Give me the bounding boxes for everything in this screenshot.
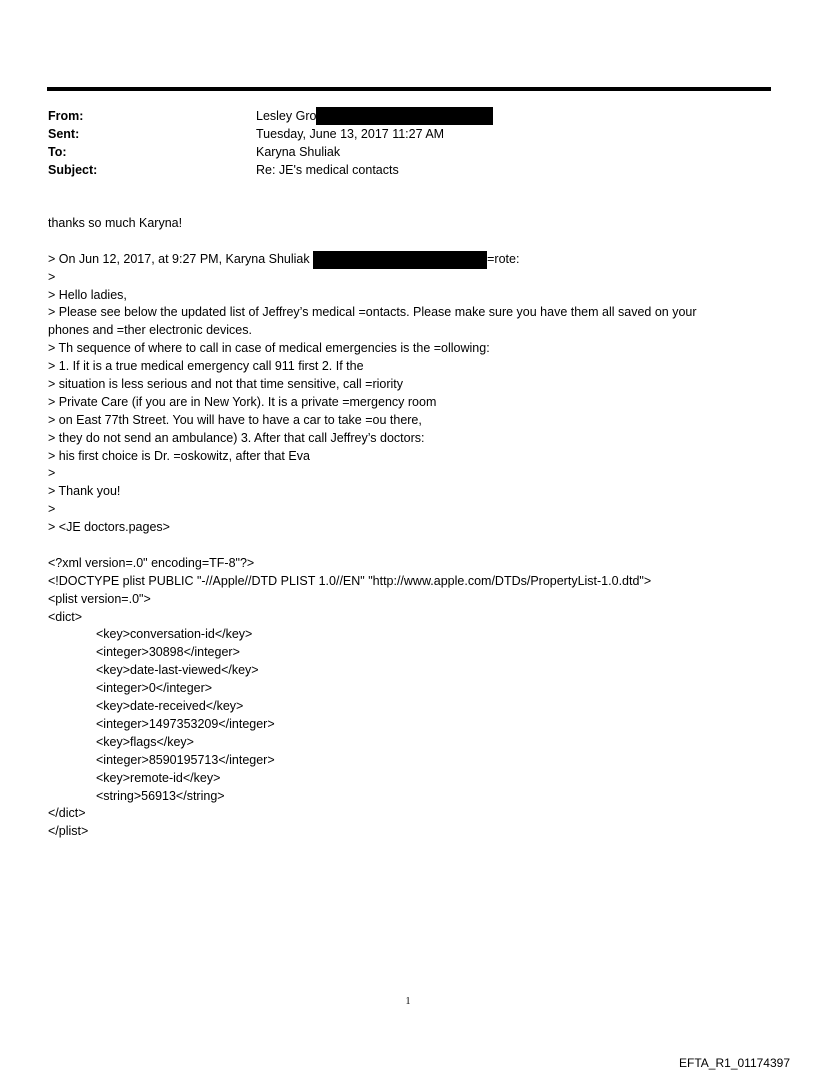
sent-row (48, 125, 748, 143)
xml-declaration: <?xml version=.0" encoding=TF-8"?> (48, 555, 255, 570)
greeting: thanks so much Karyna! (48, 216, 183, 230)
plist-entry: <integer>8590195713</integer> (96, 752, 275, 767)
plist-open: <plist version=.0"> (48, 591, 151, 606)
plist-entry: <integer>30898</integer> (96, 645, 240, 660)
sent-label: Sent: (48, 127, 80, 141)
plist-entry: <integer>0</integer> (96, 681, 213, 696)
from-name: Lesley Gro (256, 109, 317, 123)
quoted-line: > Thank you! (48, 484, 121, 499)
from-row (48, 107, 748, 125)
quote-intro (48, 251, 768, 269)
to-label: To: (48, 145, 67, 159)
quote-intro-pre: > On Jun 12, 2017, at 9:27 PM, Karyna Shuliak (48, 251, 314, 266)
doctype-line: <!DOCTYPE plist PUBLIC "-//Apple//DTD PLIST 1.0//EN" "http://www.apple.com/DTDs/PropertyList-1.0.dtd"> (48, 573, 652, 588)
quoted-line: > on East 77th Street. You will have to have a car to take =ou there, (48, 412, 422, 427)
to-row (48, 143, 748, 161)
plist-entry: <key>date-last-viewed</key> (96, 663, 259, 678)
dict-open: <dict> (48, 609, 83, 624)
quoted-line: > Hello ladies, (48, 287, 127, 302)
plist-entry: <integer>1497353209</integer> (96, 716, 275, 731)
document-id: EFTA_R1_01174397 (679, 1056, 790, 1070)
subject-value: Re: JE's medical contacts (256, 163, 399, 177)
quoted-line: > 1. If it is a true medical emergency call 911 first 2. If the (48, 359, 364, 374)
sent-value: Tuesday, June 13, 2017 11:27 AM (256, 127, 445, 141)
plist-entry: <key>conversation-id</key> (96, 627, 253, 642)
quoted-line: > his first choice is Dr. =oskowitz, after that Eva (48, 448, 310, 463)
spacer (48, 537, 768, 555)
from-value (256, 107, 493, 125)
plist-entry: <string>56913</string> (96, 788, 225, 803)
from-label: From: (48, 109, 84, 123)
to-value: Karyna Shuliak (256, 145, 341, 159)
plist-close: </plist> (48, 824, 89, 839)
header-rule (47, 87, 771, 91)
quoted-line: > Th sequence of where to call in case of medical emergencies is the =ollowing: (48, 341, 490, 356)
subject-row (48, 161, 748, 179)
redaction-block (313, 251, 487, 269)
quoted-line: > situation is less serious and not that time sensitive, call =riority (48, 377, 404, 392)
plist-entry: <key>flags</key> (96, 734, 194, 749)
message-body (48, 215, 768, 841)
subject-label: Subject: (48, 163, 98, 177)
quoted-line: > (48, 269, 56, 284)
quoted-line: > (48, 502, 56, 517)
quoted-line: > they do not send an ambulance) 3. After that call Jeffrey’s doctors: (48, 430, 425, 445)
page-number: 1 (405, 996, 411, 1007)
email-header (48, 107, 748, 179)
dict-close: </dict> (48, 806, 86, 821)
plist-entry: <key>remote-id</key> (96, 770, 221, 785)
quoted-line: > (48, 466, 56, 481)
plist-entry: <key>date-received</key> (96, 699, 244, 714)
quoted-line: > Private Care (if you are in New York). It is a private =mergency room (48, 394, 437, 409)
redaction-block (316, 107, 493, 125)
spacer (48, 233, 768, 251)
quoted-line: > <JE doctors.pages> (48, 520, 170, 535)
quoted-line: > Please see below the updated list of Jeffrey’s medical =ontacts. Please make sure you have them all saved on your (48, 305, 697, 320)
quoted-line: phones and =ther electronic devices. (48, 323, 252, 338)
quote-intro-post: =rote: (487, 251, 520, 266)
